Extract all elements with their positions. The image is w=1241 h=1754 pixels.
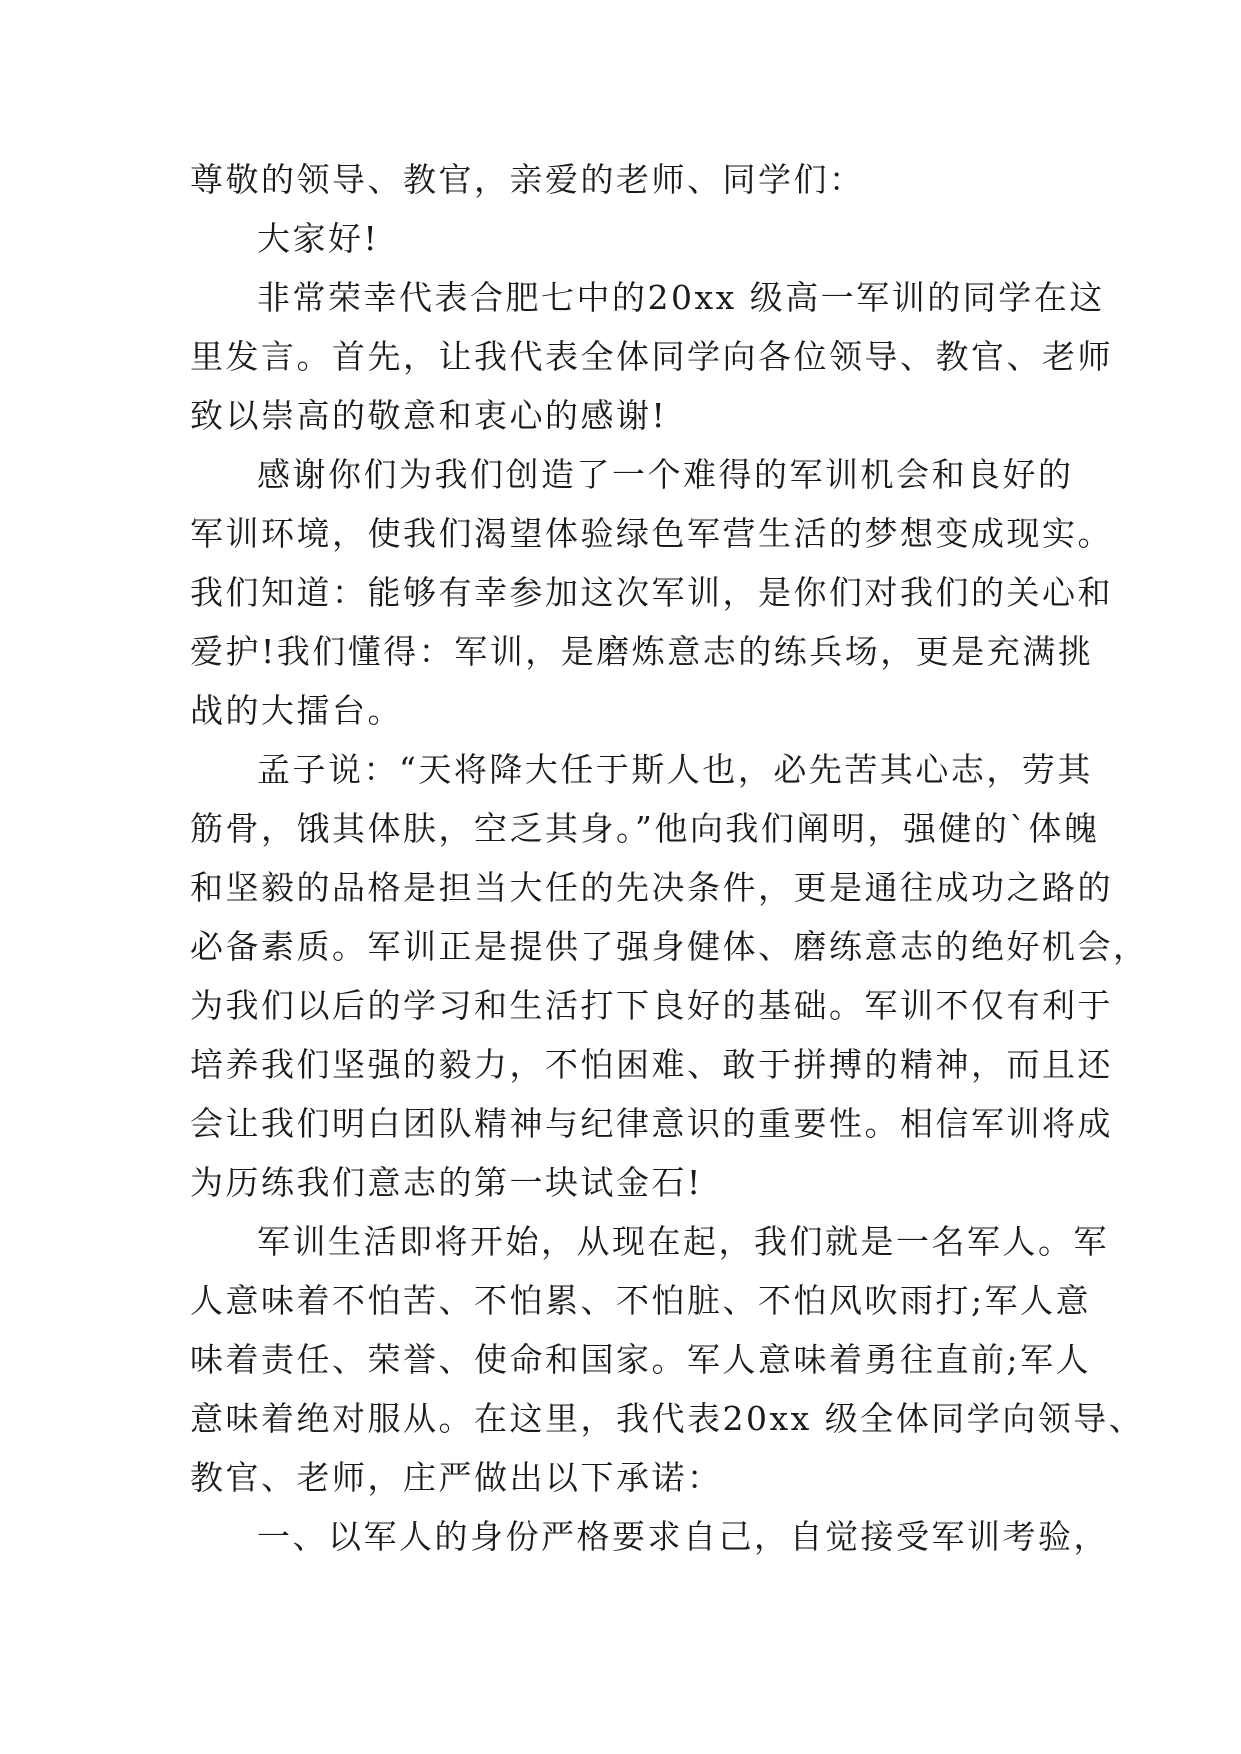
- paragraph-line: 人意味着不怕苦、不怕累、不怕脏、不怕风吹雨打;军人意: [190, 1281, 1092, 1320]
- paragraph-line: 筋骨，饿其体肤，空乏其身。”他向我们阐明，强健的`体魄: [190, 809, 1100, 848]
- salutation-line: 尊敬的领导、教官，亲爱的老师、同学们：: [190, 160, 865, 199]
- paragraph-line: 和坚毅的品格是担当大任的先决条件，更是通往成功之路的: [190, 868, 1113, 907]
- document-body: [190, 150, 1149, 1566]
- paragraph-line: 意味着绝对服从。在这里，我代表20xx 级全体同学向领导、: [190, 1399, 1145, 1438]
- paragraph-line: 我们知道：能够有幸参加这次军训，是你们对我们的关心和: [190, 573, 1113, 612]
- paragraph-line: 培养我们坚强的毅力，不怕困难、敢于拼搏的精神，而且还: [190, 1045, 1113, 1084]
- paragraph-line: 必备素质。军训正是提供了强身健体、磨练意志的绝好机会，: [190, 927, 1149, 966]
- paragraph-line: 会让我们明白团队精神与纪律意识的重要性。相信军训将成: [190, 1104, 1113, 1143]
- paragraph-line: 教官、老师，庄严做出以下承诺：: [190, 1458, 723, 1497]
- paragraph-line: 一、以军人的身份严格要求自己，自觉接受军训考验，: [257, 1517, 1109, 1556]
- paragraph-line: 里发言。首先，让我代表全体同学向各位领导、教官、老师: [190, 337, 1113, 376]
- paragraph-line: 军训生活即将开始，从现在起，我们就是一名军人。军: [257, 1222, 1109, 1261]
- greeting-line: 大家好!: [257, 219, 380, 258]
- paragraph-line: 感谢你们为我们创造了一个难得的军训机会和良好的: [257, 455, 1074, 494]
- paragraph-line: 为我们以后的学习和生活打下良好的基础。军训不仅有利于: [190, 986, 1113, 1025]
- paragraph-line: 爱护!我们懂得：军训，是磨炼意志的练兵场，更是充满挑: [190, 632, 1094, 671]
- paragraph-line: 战的大擂台。: [190, 691, 403, 730]
- paragraph-line: 非常荣幸代表合肥七中的20xx 级高一军训的同学在这: [257, 278, 1105, 317]
- paragraph-line: 致以崇高的敬意和衷心的感谢!: [190, 396, 668, 435]
- paragraph-line: 孟子说：“天将降大任于斯人也，必先苦其心志，劳其: [257, 750, 1093, 789]
- paragraph-line: 为历练我们意志的第一块试金石!: [190, 1163, 703, 1202]
- paragraph-line: 味着责任、荣誉、使命和国家。军人意味着勇往直前;军人: [190, 1340, 1092, 1379]
- paragraph-line: 军训环境，使我们渴望体验绿色军营生活的梦想变成现实。: [190, 514, 1113, 553]
